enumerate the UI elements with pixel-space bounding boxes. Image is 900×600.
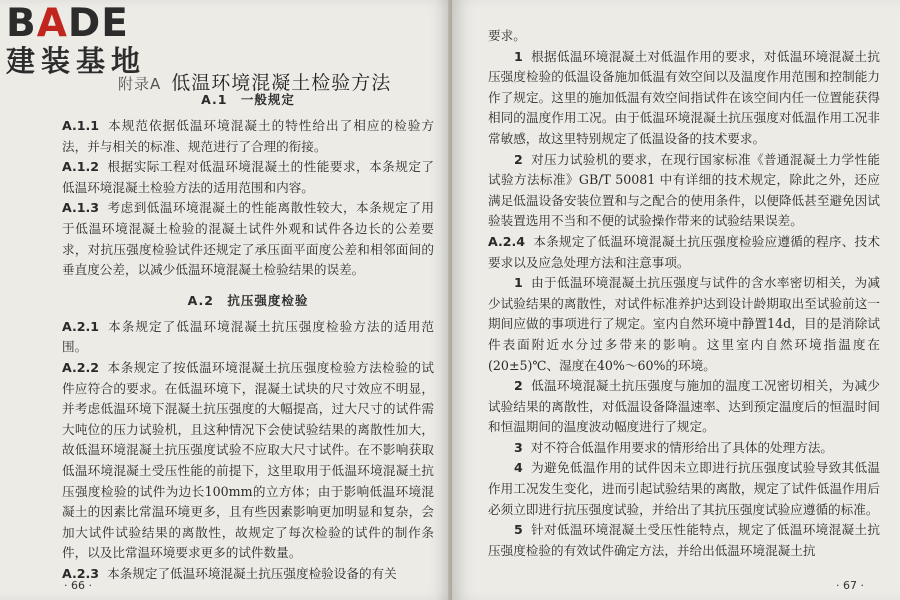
item-1: 1 根据低温环境混凝土对低温作用的要求，对低温环境混凝土抗压强度检验的低温设备施加低温有效空间以及温度作用范围和控制能力作了规定。这里的施加低温有效空间指试件在该空间内任一位置能获得相同的温度作用工况。由于低温环境混凝土抗压强度对低温作用工况非常敏感，故这里特别规定了低温设备的技术要求。 [488,48,880,146]
item-4: 4 为避免低温作用的试件因未立即进行抗压强度试验导致其低温作用工况发生变化，进而引起试验结果的离散，规定了试件低温作用后必须立即进行抗压强度试验，并给出了其抗压强度试验应遵循的标准。 [488,460,880,517]
clause-a2-3: A.2.3 本条规定了低温环境混凝土抗压强度检验设备的有关 [62,565,397,581]
continuation-text: 要求。 [488,28,526,43]
item-2: 2 对压力试验机的要求，在现行国家标准《普通混凝土力学性能试验方法标准》GB/T 50081 中有详细的技术规定，除此之外，还应满足低温设备安装位置和与之配合的使用条件，以便降低甚至避免因试验装置选用不当和不便的试验操作带来的试验结果误差。 [488,151,880,229]
clause-a1-2: A.1.2 根据实际工程对低温环境混凝土的性能要求，本条规定了低温环境混凝土检验方法的适用范围和内容。 [62,159,434,195]
item-1: 1 由于低温环境混凝土抗压强度与试件的含水率密切相关，为减少试验结果的离散性，对试件标准养护达到设计龄期取出至试验前这一期间应做的事项进行了规定。室内自然环境中静置14d，目的是消除试件表面附近水分过多带来的影响。这里室内自然环境指温度在(20±5)℃、湿度在40%～60%的环境。 [488,275,880,373]
item-2: 2 低温环境混凝土抗压强度与施加的温度工况密切相关，为减少试验结果的离散性，对低温设备降温速率、达到预定温度后的恒温时间和恒温期间的温度波动幅度进行了规定。 [488,378,880,435]
section-heading-a2: A.2 抗压强度检验 [187,292,309,308]
clause-a1-1: A.1.1 本规范依据低温环境混凝土的特性给出了相应的检验方法，并与相关的标准、规范进行了合理的衔接。 [62,118,434,154]
chapter-title: 附录A 低温环境混凝土检验方法 [118,72,392,94]
clause-a2-4: A.2.4 本条规定了低温环境混凝土抗压强度检验应遵循的程序、技术要求以及应急处理方法和注意事项。 [488,233,880,270]
item-5: 5 针对低温环境混凝土受压性能特点，规定了低温环境混凝土抗压强度检验的有效试件确定方法，并给出低温环境混凝土抗 [488,522,880,558]
clause-a1-3: A.1.3 考虑到低温环境混凝土的性能离散性较大，本条规定了用于低温环境混凝土检验的混凝土试件外观和试件各边长的公差要求，对抗压强度检验试件还规定了承压面平面度公差和相邻面间的垂直度公差，以减少低温环境混凝土检验结果的误差。 [62,200,434,278]
clause-a2-1: A.2.1 本条规定了低温环境混凝土抗压强度检验方法的适用范围。 [62,318,434,355]
item-3: 3 对不符合低温作用要求的情形给出了具体的处理方法。 [514,439,834,455]
page-number-left: · 66 · [64,579,92,592]
page-number-right: · 67 · [836,579,864,592]
clause-a2-2: A.2.2 本条规定了按低温环境混凝土抗压强度检验方法检验的试件应符合的要求。在低温环境下，混凝土试块的尺寸效应不明显，并考虑低温环境下混凝土抗压强度的大幅提高，过大尺寸的试件需大吨位的压力试验机，且这种情况下会使试验结果的离散性加大，故低温环境混凝土抗压强度试验不应取大尺寸试件。在不影响获取低温环境混凝土受压性能的前提下，这里取用于低温环境混凝土抗压强度检验的试件为边长100mm的立方体；由于影响低温环境混凝土的因素比常温环境更多，且有些因素影响更加明显和复杂，会加大试件试验结果的离散性，故规定了每次检验的试件的制作条件，以及比常温环境要求更多的试件数量。 [62,359,434,561]
bade-logo: BADE 建装基地 [6,1,147,78]
section-heading-a1: A.1 一般规定 [201,92,295,107]
right-page [452,0,900,600]
